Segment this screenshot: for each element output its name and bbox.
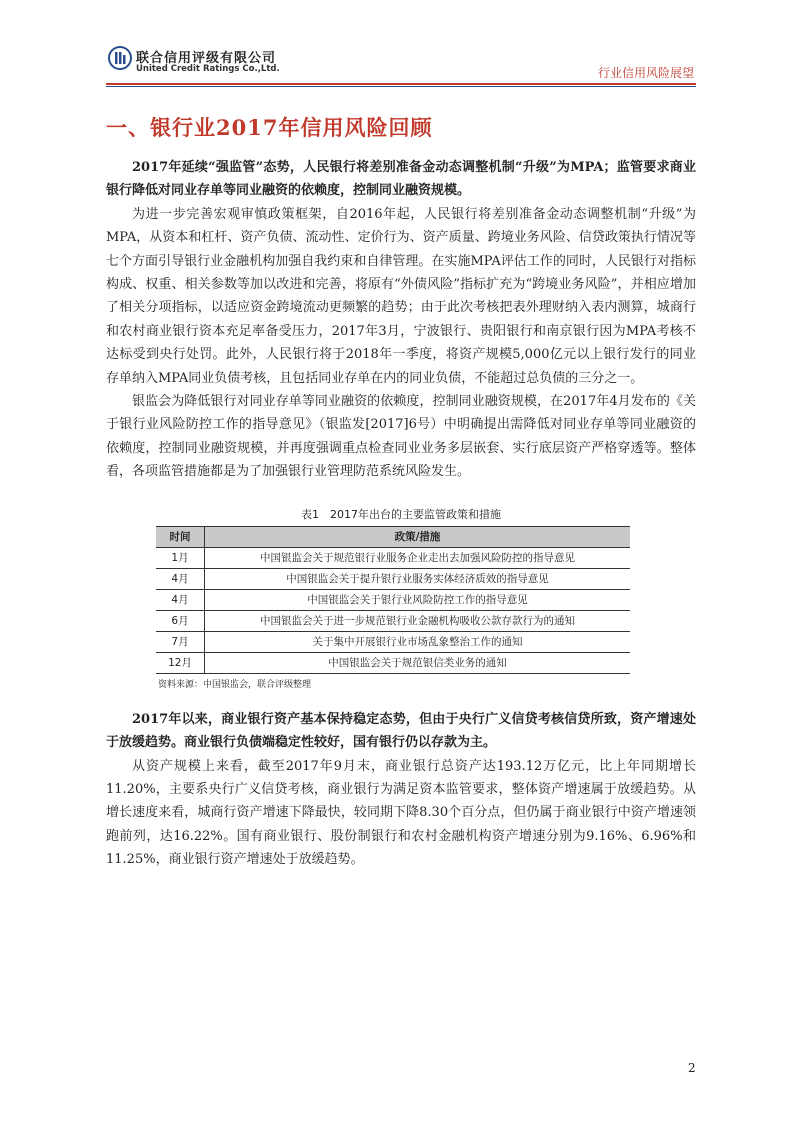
table-header-row <box>156 526 630 547</box>
table-cell-policy: 中国银监会关于进一步规范银行业金融机构吸收公款存款行为的通知 <box>205 610 631 631</box>
paragraph-body-2: 银监会为降低银行对同业存单等同业融资的依赖度，控制同业融资规模，在2017年4月发布的《关于银行业风险防控工作的指导意见》（银监发[2017]6号）中明确提出需降低对同业存单等同业融资的依赖度，控制同业融资规模，并再度强调重点检查同业业务多层嵌套、实行底层资产严格穿透等。整体看，各项监管措施都是为了加强银行业管理防范系统风险发生。 <box>106 394 696 480</box>
paragraph-body-1: 为进一步完善宏观审慎政策框架，自2016年起，人民银行将差别准备金动态调整机制“升级”为MPA，从资本和杠杆、资产负债、流动性、定价行为、资产质量、跨境业务风险、信贷政策执行情况等七个方面引导银行业金融机构加强自我约束和自律管理。在实施MPA评估工作的同时，人民银行对指标构成、权重、相关参数等加以改进和完善，将原有“外债风险”指标扩充为“跨境业务风险”，并相应增加了相关分项指标，以适应资金跨境流动更频繁的趋势；由于此次考核把表外理财纳入表内测算，城商行和农村商业银行资本充足率备受压力，2017年3月，宁波银行、贵阳银行和南京银行因为MPA考核不达标受到央行处罚。此外，人民银行将于2018年一季度，将资产规模5,000亿元以上银行发行的同业存单纳入MPA同业负债考核，且包括同业存单在内的同业负债，不能超过总负债的三分之一。 <box>106 206 696 386</box>
table-cell-policy: 关于集中开展银行业市场乱象整治工作的通知 <box>205 631 631 652</box>
policy-table-section <box>106 506 696 690</box>
paragraph-lead-2: 2017年以来，商业银行资产基本保持稳定态势，但由于央行广义信贷考核信贷所致，资产增速处于放缓趋势。商业银行负债端稳定性较好，国有银行仍以存款为主。 <box>106 711 696 751</box>
company-name-cn: 联合信用评级有限公司 <box>136 51 277 66</box>
table-cell-policy: 中国银监会关于规范银信类业务的通知 <box>205 652 631 673</box>
table-source-note: 资料来源：中国银监会，联合评级整理 <box>158 679 312 690</box>
table-row <box>156 652 630 673</box>
policy-table <box>156 526 630 674</box>
section-heading: 一、银行业2017年信用风险回顾 <box>106 115 433 140</box>
paragraph-lead-1: 2017年延续“强监管”态势，人民银行将差别准备金动态调整机制“升级”为MPA；监管要求商业银行降低对同业存单等同业融资的依赖度，控制同业融资规模。 <box>106 160 696 199</box>
table-cell-month: 6月 <box>156 610 205 631</box>
section-label: 行业信用风险展望 <box>597 66 694 80</box>
table-row <box>156 547 630 568</box>
page-header <box>0 0 800 90</box>
table-cell-policy: 中国银监会关于规范银行业服务企业走出去加强风险防控的指导意见 <box>205 547 631 568</box>
table-row <box>156 568 630 589</box>
page-number: 2 <box>688 1061 696 1075</box>
header-divider-blue <box>106 86 696 87</box>
paragraph-body-3: 从资产规模上来看，截至2017年9月末，商业银行总资产达193.12万亿元，比上年同期增长11.20%，主要系央行广义信贷考核，商业银行为满足资本监管要求，整体资产增速属于放缓趋势。从增长速度来看，城商行资产增速下降最快，较同期下降8.30个百分点，但仍属于商业银行中资产增速领跑前列，达16.22%。国有商业银行、股份制银行和农村金融机构资产增速分别为9.16%、6.96%和11.25%，商业银行资产增速处于放缓趋势。 <box>106 758 696 868</box>
table-cell-month: 4月 <box>156 589 205 610</box>
table-cell-month: 12月 <box>156 652 205 673</box>
table-header-time: 时间 <box>156 526 205 547</box>
company-logo-icon <box>108 46 132 70</box>
table-row <box>156 610 630 631</box>
table-header-policy: 政策/措施 <box>205 526 631 547</box>
table-row <box>156 589 630 610</box>
table-row <box>156 631 630 652</box>
table-cell-month: 1月 <box>156 547 205 568</box>
document-body <box>106 112 696 872</box>
header-divider-red <box>106 83 696 85</box>
table-cell-policy: 中国银监会关于银行业风险防控工作的指导意见 <box>205 589 631 610</box>
company-name-en: United Credit Ratings Co.,Ltd. <box>136 64 280 74</box>
table-cell-policy: 中国银监会关于提升银行业服务实体经济质效的指导意见 <box>205 568 631 589</box>
table-cell-month: 7月 <box>156 631 205 652</box>
table-title: 表1 2017年出台的主要监管政策和措施 <box>301 507 501 521</box>
table-cell-month: 4月 <box>156 568 205 589</box>
